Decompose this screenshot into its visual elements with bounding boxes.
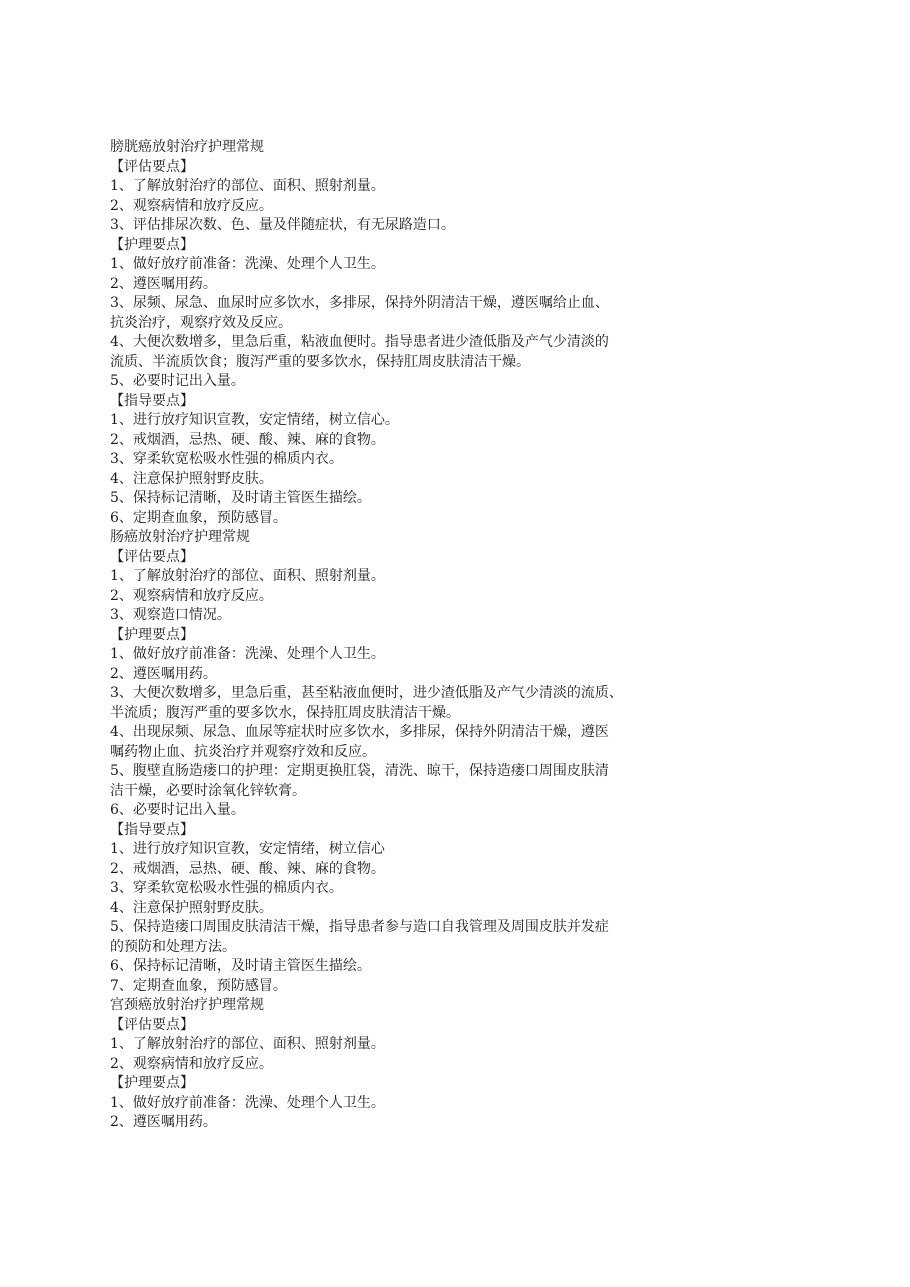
section-heading: 【评估要点】 xyxy=(110,548,194,565)
text-line: 的预防和处理方法。 xyxy=(110,938,236,955)
text-line: 3、评估排尿次数、色、量及伴随症状，有无尿路造口。 xyxy=(110,217,455,233)
text-line: 2、戒烟酒，忌热、硬、酸、辣、麻的食物。 xyxy=(110,860,385,877)
text-line: 6、必要时记出入量。 xyxy=(110,802,245,818)
section-heading: 【护理要点】 xyxy=(110,626,194,643)
text-line: 4、出现尿频、尿急、血尿等症状时应多饮水，多排尿，保持外阴清洁干燥，遵医 xyxy=(110,724,609,740)
text-line: 2、遵医嘱用药。 xyxy=(110,665,217,682)
text-line: 3、观察造口情况。 xyxy=(110,607,231,623)
text-line: 流质、半流质饮食；腹泻严重的要多饮水，保持肛周皮肤清洁干燥。 xyxy=(110,353,530,370)
text-line: 抗炎治疗，观察疗效及反应。 xyxy=(110,314,292,331)
document-page xyxy=(110,138,710,1133)
text-line: 1、了解放射治疗的部位、面积、照射剂量。 xyxy=(110,568,385,584)
text-line: 7、定期查血象，预防感冒。 xyxy=(110,977,287,994)
text-line: 5、腹壁直肠造瘘口的护理：定期更换肛袋，清洗、晾干，保持造瘘口周围皮肤清 xyxy=(110,763,609,779)
text-line: 1、了解放射治疗的部位、面积、照射剂量。 xyxy=(110,178,385,194)
text-line: 2、遵医嘱用药。 xyxy=(110,275,217,292)
text-line: 半流质；腹泻严重的要多饮水，保持肛周皮肤清洁干燥。 xyxy=(110,704,460,721)
section-heading: 【评估要点】 xyxy=(110,158,194,175)
text-line: 2、观察病情和放疗反应。 xyxy=(110,1055,273,1072)
text-line: 4、注意保护照射野皮肤。 xyxy=(110,899,273,916)
doc-title: 宫颈癌放射治疗护理常规 xyxy=(110,997,264,1013)
text-line: 2、观察病情和放疗反应。 xyxy=(110,587,273,604)
text-line: 1、了解放射治疗的部位、面积、照射剂量。 xyxy=(110,1036,385,1052)
text-line: 6、保持标记清晰，及时请主管医生描绘。 xyxy=(110,958,371,974)
section-heading: 【指导要点】 xyxy=(110,392,194,409)
text-line: 1、做好放疗前准备：洗澡、处理个人卫生。 xyxy=(110,1094,385,1111)
text-line: 5、必要时记出入量。 xyxy=(110,373,245,389)
text-line: 5、保持标记清晰，及时请主管医生描绘。 xyxy=(110,490,371,506)
text-line: 嘱药物止血、抗炎治疗并观察疗效和反应。 xyxy=(110,743,376,760)
doc-title: 膀胱癌放射治疗护理常规 xyxy=(110,139,264,155)
text-line: 2、遵医嘱用药。 xyxy=(110,1114,217,1130)
text-line: 1、进行放疗知识宣教，安定情绪，树立信心 xyxy=(110,841,385,857)
section-heading: 【评估要点】 xyxy=(110,1016,194,1033)
text-line: 2、戒烟酒，忌热、硬、酸、辣、麻的食物。 xyxy=(110,431,385,448)
text-line: 4、大便次数增多，里急后重，粘液血便时。指导患者进少渣低脂及产气少清淡的 xyxy=(110,334,609,350)
text-line: 3、穿柔软宽松吸水性强的棉质内衣。 xyxy=(110,880,343,896)
text-line: 1、做好放疗前准备：洗澡、处理个人卫生。 xyxy=(110,646,385,662)
text-line: 3、尿频、尿急、血尿时应多饮水，多排尿，保持外阴清洁干燥，遵医嘱给止血、 xyxy=(110,295,609,311)
text-line: 1、进行放疗知识宣教，安定情绪，树立信心。 xyxy=(110,412,399,428)
text-line: 5、保持造瘘口周围皮肤清洁干燥，指导患者参与造口自我管理及周围皮肤并发症 xyxy=(110,919,609,935)
section-heading: 【护理要点】 xyxy=(110,1075,194,1091)
text-line: 3、大便次数增多，里急后重，甚至粘液血便时，进少渣低脂及产气少清淡的流质、 xyxy=(110,685,623,701)
text-line: 4、注意保护照射野皮肤。 xyxy=(110,470,273,487)
doc-title: 肠癌放射治疗护理常规 xyxy=(110,529,250,545)
text-line: 洁干燥，必要时涂氧化锌软膏。 xyxy=(110,782,306,799)
text-line: 1、做好放疗前准备：洗澡、处理个人卫生。 xyxy=(110,256,385,272)
text-line: 2、观察病情和放疗反应。 xyxy=(110,197,273,214)
section-heading: 【护理要点】 xyxy=(110,236,194,253)
text-line: 3、穿柔软宽松吸水性强的棉质内衣。 xyxy=(110,451,343,467)
section-heading: 【指导要点】 xyxy=(110,821,194,838)
text-line: 6、定期查血象，预防感冒。 xyxy=(110,509,287,526)
